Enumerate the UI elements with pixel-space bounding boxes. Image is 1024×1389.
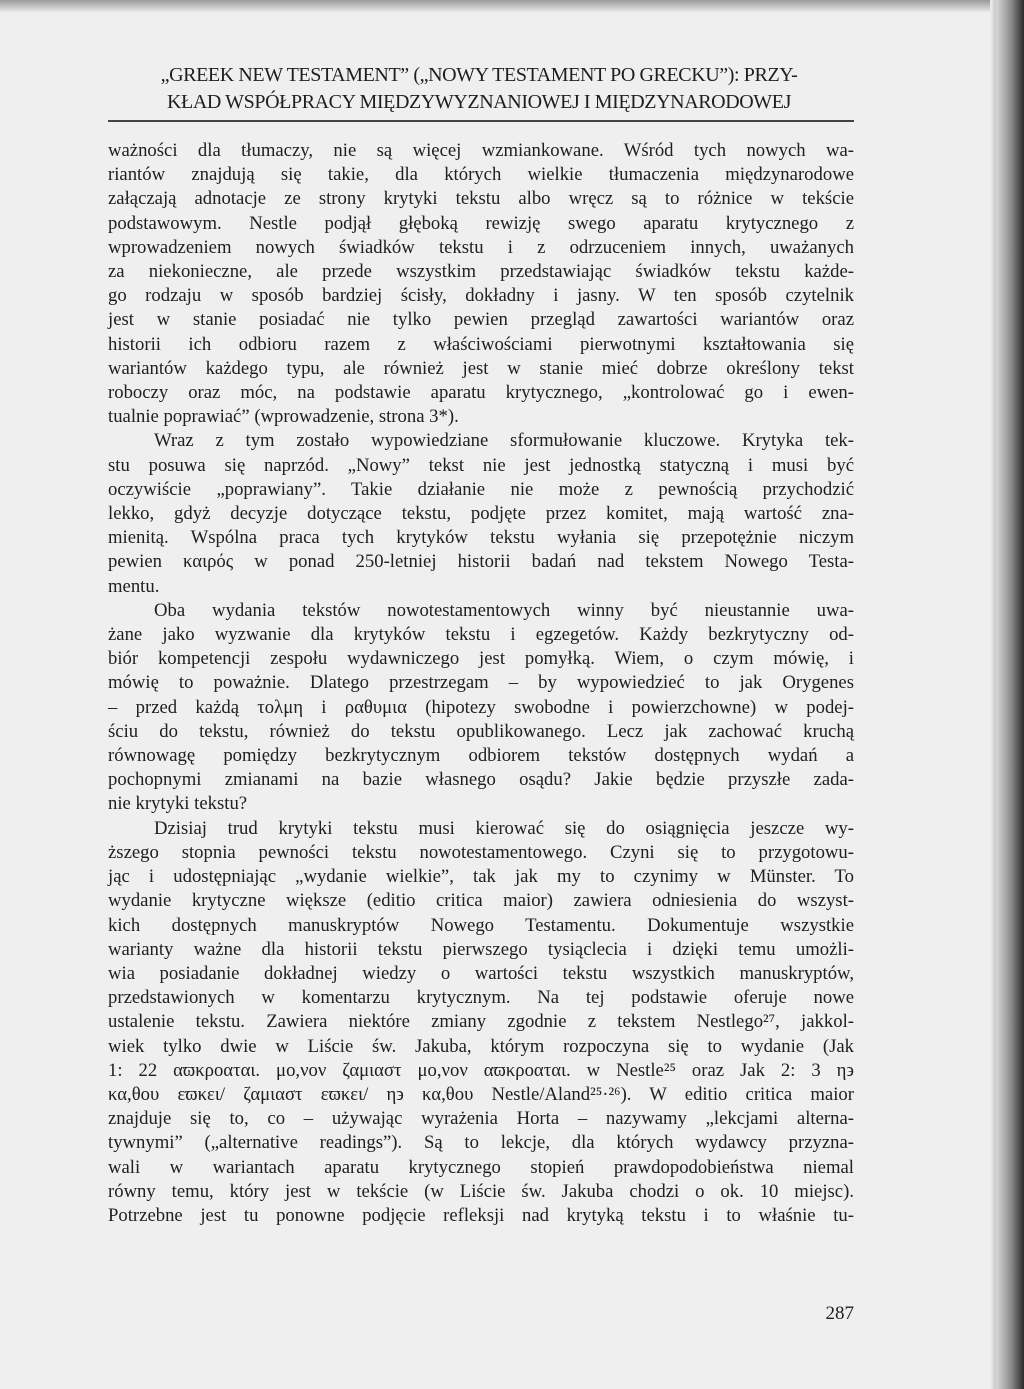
text-line: warianty ważne dla historii tekstu pierwszego tysiąclecia i dzięki temu umożli- [108,938,854,960]
text-line: ważności dla tłumaczy, nie są więcej wzmiankowane. Wśród tych nowych wa- [108,140,854,161]
text-line: ustalenie tekstu. Zawiera niektóre zmiany zgodnie z tekstem Nestlego²⁷, jakkol- [108,1011,854,1033]
text-line: go rodzaju w sposób bardziej ścisły, dokładny i jasny. W ten sposób czytelnik [108,285,854,307]
text-line: znajduje się to, co – używając wyrażenia Horta – nazywamy „lekcjami alterna- [108,1108,854,1130]
text-line: pewien καιρός w ponad 250-letniej historii badań nad tekstem Nowego Testa- [108,551,854,573]
text-line: Wraz z tym zostało wypowiedziane sformułowanie kluczowe. Krytyka tek- [154,430,854,452]
running-header-line-2: KŁAD WSPÓŁPRACY MIĘDZYWYZNANIOWEJ I MIĘDZYNARODOWEJ [167,91,791,113]
text-line: – przed każdą τολμη i ραθυμια (hipotezy swobodne i powierzchowne) w podej- [108,696,854,718]
text-line: riantów znajdują się takie, dla których wielkie tłumaczenia międzynarodowe [108,164,854,186]
text-line: historii ich odbioru razem z właściwościami pierwotnymi kształtowania się [108,333,854,355]
text-line: załączają adnotacje ze strony krytyki tekstu albo wręcz są to różnice w tekście [108,188,854,210]
text-line: Dzisiaj trud krytyki tekstu musi kierować się do osiągnięcia jeszcze wy- [154,817,854,839]
page-number: 287 [825,1303,854,1324]
header-rule [108,120,854,122]
text-line: za niekonieczne, ale przede wszystkim przedstawiając świadków tekstu każde- [108,261,854,283]
text-line: nie krytyki tekstu? [108,793,248,815]
text-line: roboczy oraz móc, na podstawie aparatu krytycznego, „kontrolować go i ewen- [108,382,854,404]
text-line: równy temu, który jest w tekście (w Liście św. Jakuba chodzi o ok. 10 miejsc). [108,1180,854,1202]
text-line: Potrzebne jest tu ponowne podjęcie refleksji nad krytyką tekstu i to właśnie tu- [108,1204,854,1226]
text-line: 1: 22 αϖκροαται. μο,νον ζαμιαστ μο,νον αϖκροαται. w Nestle²⁵ oraz Jak 2: 3 η϶ [108,1059,854,1081]
text-line: Oba wydania tekstów nowotestamentowych winny być nieustannie uwa- [154,599,854,621]
body-text [108,139,854,1228]
text-line: mienitą. Wspólna praca tych krytyków tekstu wyłania się przepotężnie niczym [108,527,854,549]
text-line: żane jako wyzwanie dla krytyków tekstu i egzegetów. Każdy bezkrytyczny od- [108,624,854,646]
text-line: wiek tylko dwie w Liście św. Jakuba, którym rozpoczyna się to wydanie (Jak [108,1035,854,1057]
text-line: wprowadzeniem nowych świadków tekstu i z odrzuceniem innych, uważanych [108,236,854,258]
text-line: wariantów każdego typu, ale również jest w stanie mieć dobrze określony tekst [108,357,854,379]
book-binding-edge [996,0,1024,1389]
text-line: mówię to poważnie. Dlatego przestrzegam – by wypowiedzieć to jak Orygenes [108,672,854,694]
text-line: przedstawionych w komentarzu krytycznym. Na tej podstawie oferuje nowe [108,987,854,1009]
running-header [108,62,850,116]
text-line: wia posiadanie dokładnej wiedzy o wartości tekstu wszystkich manuskryptów, [108,962,854,984]
running-header-line-1: „GREEK NEW TESTAMENT” („NOWY TESTAMENT PO GRECKU”): PRZY- [160,64,798,86]
text-line: wydanie krytyczne większe (editio critica maior) zawiera odniesienia do wszyst- [108,890,854,912]
text-line: tualnie poprawiać” (wprowadzenie, strona 3*). [108,406,459,428]
text-line: jąc i udostępniając „wydanie wielkie”, tak jak my to czynimy w Münster. To [108,866,854,888]
page-top-shadow [0,0,1024,12]
text-line: oczywiście „poprawiany”. Takie działanie nie może z pewnością przychodzić [108,478,854,500]
text-line: ściu do tekstu, również do tekstu opublikowanego. Lecz jak zachować kruchą [108,720,854,742]
text-line: podstawowym. Nestle podjął głęboką rewizję swego aparatu krytycznego z [108,212,854,234]
text-line: lekko, gdyż decyzje dotyczące tekstu, podjęte przez komitet, mają wartość zna- [108,503,854,525]
text-line: mentu. [108,575,160,597]
text-line: pochopnymi zmianami na bazie własnego osądu? Jakie będzie przyszłe zada- [108,769,854,791]
text-line: jest w stanie posiadać nie tylko pewien przegląd zawartości wariantów oraz [108,309,854,331]
text-line: kich dostępnych manuskryptów Nowego Testamentu. Dokumentuje wszystkie [108,914,854,936]
text-line: stu posuwa się naprzód. „Nowy” tekst nie jest jednostką statyczną i musi być [108,454,854,476]
text-line: κα,θου εϖκει/ ζαμιαστ εϖκει/ η϶ κα,θου Nestle/Aland²⁵·²⁶). W editio critica maior [108,1083,854,1105]
text-line: ższego stopnia pewności tekstu nowotestamentowego. Czyni się to przygotowu- [108,841,854,863]
text-line: wali w wariantach aparatu krytycznego stopień prawdopodobieństwa niemal [108,1156,854,1178]
text-line: tywnymi” („alternative readings”). Są to lekcje, dla których wydawcy przyzna- [108,1132,854,1154]
text-line: równowagę pomiędzy bezkrytycznym odbiorem tekstów dostępnych wydań a [108,745,854,767]
text-line: biór kompetencji zespołu wydawniczego jest pomyłką. Wiem, o czym mówię, i [108,648,854,670]
